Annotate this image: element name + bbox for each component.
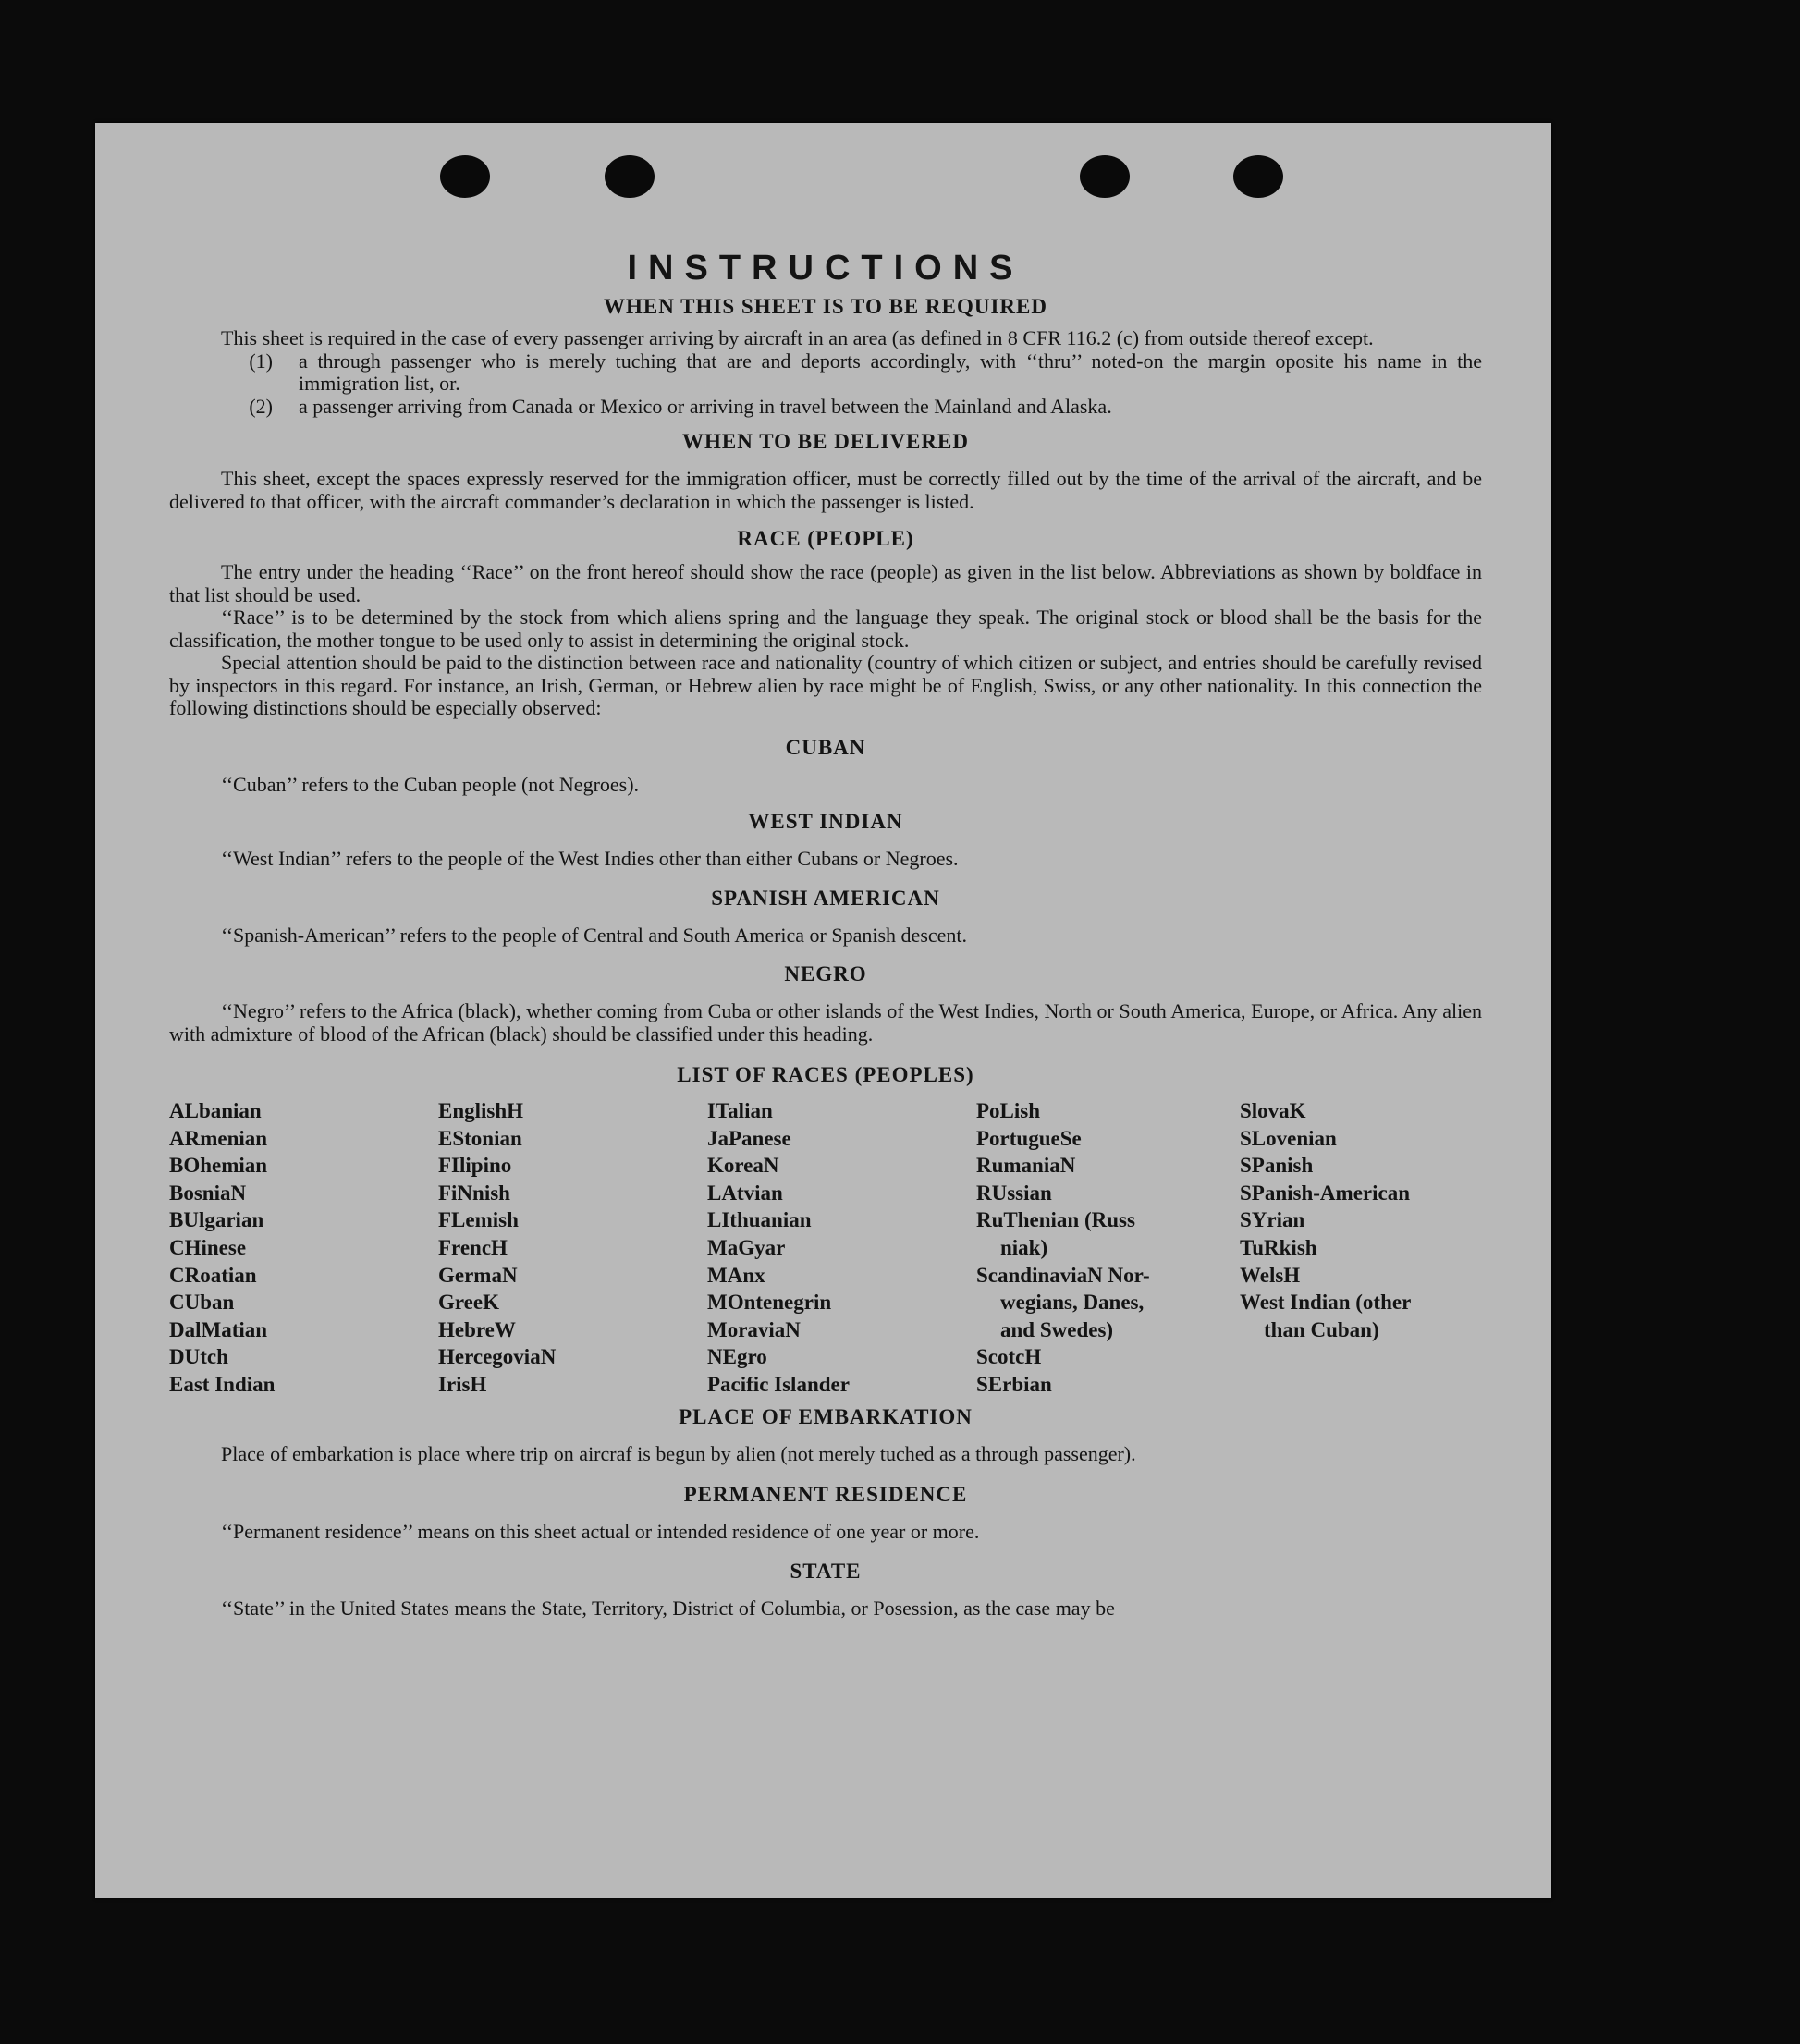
paragraph-race: Special attention should be paid to the distinction between race and nationality (country of which citizen or subject, and entries should be carefully revised by inspectors in this regard. For instance, an Irish, German, or Hebrew alien by race might be of English, Swiss, or any other nationality. In this connection the following distinctions should be especially observed: xyxy=(169,651,1482,719)
races-column xyxy=(707,1097,976,1399)
race-entry: wegians, Danes, xyxy=(1000,1291,1145,1315)
race-entry: FIlipino xyxy=(438,1154,512,1178)
races-column xyxy=(438,1097,707,1399)
paragraph-permanent-residence: ‘‘Permanent residence’’ means on this sheet actual or intended residence of one year or more. xyxy=(221,1520,980,1544)
race-entry: SPanish-American xyxy=(1240,1181,1410,1205)
race-entry: PoLish xyxy=(976,1099,1041,1122)
race-entry: niak) xyxy=(1000,1235,1048,1259)
race-entry: than Cuban) xyxy=(1264,1317,1379,1341)
race-entry: MAnx xyxy=(707,1263,765,1287)
race-entry: HebreW xyxy=(438,1317,516,1341)
race-entry: WelsH xyxy=(1240,1263,1301,1287)
race-entry: DalMatian xyxy=(169,1317,268,1341)
race-entry: LAtvian xyxy=(707,1181,783,1205)
race-entry: SlovaK xyxy=(1240,1099,1306,1122)
race-entry: BUlgarian xyxy=(169,1208,264,1232)
race-entry: RUssian xyxy=(976,1181,1052,1205)
paragraph-race: ‘‘Race’’ is to be determined by the stock from which aliens spring and the language they speak. The original stock or blood shall be the basis for the classification, the mother tongue to be used only to assist in determining the original stock. xyxy=(169,606,1482,652)
item-number: (1) xyxy=(249,349,273,373)
race-entry: SYrian xyxy=(1240,1208,1305,1232)
race-entry: ScandinaviaN Nor- xyxy=(976,1263,1150,1287)
race-entry: PortugueSe xyxy=(976,1126,1082,1150)
race-entry: LIthuanian xyxy=(707,1208,812,1232)
instruction-sheet xyxy=(95,123,1551,1898)
race-entry: RuThenian (Russ xyxy=(976,1208,1135,1232)
punch-hole xyxy=(440,155,490,198)
list-item xyxy=(169,396,1482,419)
race-entry: ScotcH xyxy=(976,1345,1042,1369)
race-entry: RumaniaN xyxy=(976,1154,1076,1178)
heading-permanent-residence: PERMANENT RESIDENCE xyxy=(683,1483,968,1507)
races-column xyxy=(976,1097,1240,1399)
paragraph-when-delivered: This sheet, except the spaces expressly reserved for the immigration officer, must be correctly filled out by the time of the arrival of the aircraft, and be delivered to that officer, with the aircraft commander’s declaration in which the passenger is listed. xyxy=(169,467,1482,513)
race-entry: MOntenegrin xyxy=(707,1291,832,1315)
race-entry: Pacific Islander xyxy=(707,1372,850,1396)
heading-when-required: WHEN THIS SHEET IS TO BE REQUIRED xyxy=(604,295,1047,318)
race-entry: West Indian (other xyxy=(1240,1291,1412,1315)
race-entry: CRoatian xyxy=(169,1263,257,1287)
paragraph-spanish-american: ‘‘Spanish-American’’ refers to the people of Central and South America or Spanish descent. xyxy=(221,923,968,947)
punch-hole xyxy=(1080,155,1130,198)
races-list xyxy=(169,1097,1482,1399)
race-entry: BOhemian xyxy=(169,1154,268,1178)
paragraph-west-indian: ‘‘West Indian’’ refers to the people of the West Indies other than either Cubans or Negroes. xyxy=(221,847,959,870)
heading-races-list: LIST OF RACES (PEOPLES) xyxy=(677,1063,974,1086)
paragraph-embarkation: Place of embarkation is place where trip on aircraf is begun by alien (not merely tuched as a through passenger). xyxy=(221,1441,1136,1465)
item-text: a passenger arriving from Canada or Mexico or arriving in travel between the Mainland and Alaska. xyxy=(299,394,1112,418)
heading-embarkation: PLACE OF EMBARKATION xyxy=(679,1404,973,1428)
heading-state: STATE xyxy=(790,1559,862,1583)
paragraph-negro: ‘‘Negro’’ refers to the Africa (black), whether coming from Cuba or other islands of the West Indies, North or South America, Europe, or Africa. Any alien with admixture of blood of the African (black) should be classified under this heading. xyxy=(169,999,1482,1046)
race-entry: GreeK xyxy=(438,1291,499,1315)
paragraph-race: The entry under the heading ‘‘Race’’ on the front hereof should show the race (people) as given in the list below. Abbreviations as shown by boldface in that list should be used. xyxy=(169,560,1482,606)
list-item xyxy=(169,350,1482,396)
paragraph-state: ‘‘State’’ in the United States means the State, Territory, District of Columbia, or Posession, as the case may be xyxy=(221,1596,1115,1620)
race-entry: FiNnish xyxy=(438,1181,510,1205)
race-entry: FrencH xyxy=(438,1235,508,1259)
race-entry: and Swedes) xyxy=(1000,1317,1114,1341)
race-entry: KoreaN xyxy=(707,1154,779,1178)
race-entry: EStonian xyxy=(438,1126,522,1150)
document-body xyxy=(169,248,1482,1620)
race-entry: MoraviaN xyxy=(707,1317,801,1341)
heading-race: RACE (PEOPLE) xyxy=(737,527,914,550)
punch-hole xyxy=(1233,155,1283,198)
race-entry: SLovenian xyxy=(1240,1126,1337,1150)
page-title: INSTRUCTIONS xyxy=(627,249,1024,288)
race-entry: ARmenian xyxy=(169,1126,268,1150)
race-entry: HercegoviaN xyxy=(438,1345,557,1369)
race-entry: ALbanian xyxy=(169,1099,262,1122)
race-entry: BosniaN xyxy=(169,1181,247,1205)
heading-when-delivered: WHEN TO BE DELIVERED xyxy=(682,430,969,453)
race-entry: FLemish xyxy=(438,1208,519,1232)
race-entry: DUtch xyxy=(169,1345,228,1369)
race-entry: NEgro xyxy=(707,1345,767,1369)
paragraph-when-required: This sheet is required in the case of every passenger arriving by aircraft in an area (as defined in 8 CFR 116.2 (c) from outside thereof except. xyxy=(221,326,1374,349)
race-entry: TuRkish xyxy=(1240,1235,1317,1259)
race-entry: SPanish xyxy=(1240,1154,1314,1178)
races-column xyxy=(1240,1097,1482,1399)
race-entry: East Indian xyxy=(169,1372,276,1396)
race-entry: IrisH xyxy=(438,1372,487,1396)
item-number: (2) xyxy=(249,394,273,418)
race-entry: CUban xyxy=(169,1291,235,1315)
race-entry: EnglishH xyxy=(438,1099,524,1122)
race-entry: GermaN xyxy=(438,1263,518,1287)
heading-cuban: CUBAN xyxy=(785,735,866,759)
races-column xyxy=(169,1097,438,1399)
heading-negro: NEGRO xyxy=(784,962,867,985)
item-text: a through passenger who is merely tuching that are and deports accordingly, with ‘‘thru’’ noted-on the margin oposite his name in the immigration list, or. xyxy=(299,349,1482,395)
race-entry: ITalian xyxy=(707,1099,773,1122)
heading-spanish-american: SPANISH AMERICAN xyxy=(711,886,940,910)
race-entry: JaPanese xyxy=(707,1126,791,1150)
heading-west-indian: WEST INDIAN xyxy=(748,810,903,833)
race-entry: MaGyar xyxy=(707,1235,786,1259)
punch-hole xyxy=(605,155,655,198)
paragraph-cuban: ‘‘Cuban’’ refers to the Cuban people (not Negroes). xyxy=(221,772,640,796)
race-entry: CHinese xyxy=(169,1235,247,1259)
race-entry: SErbian xyxy=(976,1372,1052,1396)
